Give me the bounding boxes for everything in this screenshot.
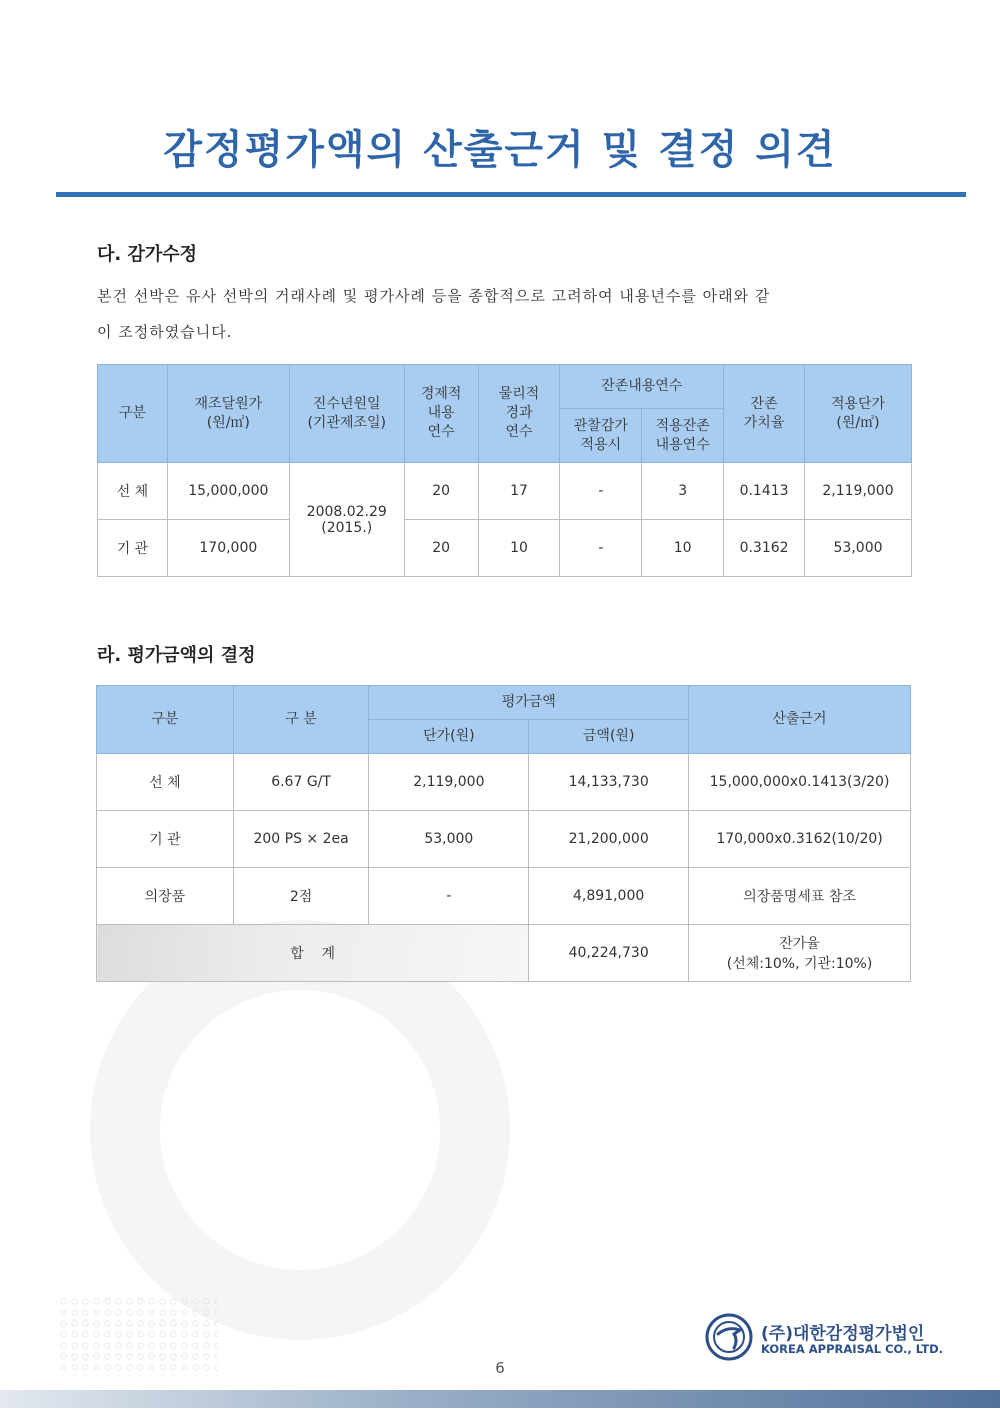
cell-unit-price: 53,000 [805, 520, 912, 577]
cell-economic-life: 20 [404, 520, 478, 577]
cell-residual-rate: 0.1413 [724, 463, 805, 520]
section-paragraph-line-2: 이 조정하였습니다. [97, 323, 233, 341]
section-heading-appraisal: 라. 평가금액의 결정 [97, 645, 256, 666]
cell-basis: 170,000x0.3162(10/20) [689, 811, 911, 868]
section-paragraph-line-1: 본건 선박은 유사 선박의 거래사례 및 평가사례 등을 종합적으로 고려하여 내용년수를 아래와 같 [97, 287, 771, 305]
cell-basis: 의장품명세표 참조 [689, 868, 911, 925]
cell-elapsed-years: 10 [478, 520, 560, 577]
cell-spec: 6.67 G/T [233, 754, 369, 811]
cell-replacement-cost: 170,000 [167, 520, 289, 577]
cell-category: 기 관 [98, 520, 168, 577]
table-row [97, 754, 911, 811]
header-replacement-cost: 재조달원가 (원/㎡) [167, 365, 289, 463]
company-name-english: KOREA APPRAISAL CO., LTD. [761, 1342, 943, 1356]
cell-total-basis: 잔가율 (선체:10%, 기관:10%) [689, 925, 911, 982]
cell-spec: 200 PS × 2ea [233, 811, 369, 868]
cell-observed: - [560, 463, 642, 520]
depreciation-table [97, 364, 912, 577]
cell-amount: 4,891,000 [529, 868, 689, 925]
cell-category: 선 체 [98, 463, 168, 520]
cell-observed: - [560, 520, 642, 577]
page-title: 감정평가액의 산출근거 및 결정 의견 [163, 127, 837, 173]
total-row [97, 925, 911, 982]
appraisal-table [96, 685, 911, 982]
header-remaining-life: 잔존내용연수 [560, 365, 724, 409]
header-category: 구분 [97, 686, 234, 754]
cell-applied-remaining: 10 [642, 520, 724, 577]
header-spec: 구 분 [233, 686, 369, 754]
cell-amount: 21,200,000 [529, 811, 689, 868]
table-row [97, 868, 911, 925]
header-residual-rate: 잔존 가치율 [724, 365, 805, 463]
header-category: 구분 [98, 365, 168, 463]
cell-amount: 14,133,730 [529, 754, 689, 811]
table-row [98, 463, 912, 520]
section-heading-depreciation: 다. 감가수정 [97, 244, 198, 265]
title-divider [56, 192, 966, 197]
cell-elapsed-years: 17 [478, 463, 560, 520]
cell-category: 선 체 [97, 754, 234, 811]
header-elapsed-years: 물리적 경과 연수 [478, 365, 560, 463]
cell-total-label: 합 계 [97, 925, 529, 982]
header-applied-remaining-life: 적용잔존 내용연수 [642, 409, 724, 463]
cell-unit-price: - [369, 868, 529, 925]
page-number: 6 [495, 1359, 505, 1377]
cell-basis: 15,000,000x0.1413(3/20) [689, 754, 911, 811]
cell-unit-price: 2,119,000 [805, 463, 912, 520]
cell-total-amount: 40,224,730 [529, 925, 689, 982]
cell-spec: 2점 [233, 868, 369, 925]
background-watermark [90, 920, 510, 1340]
cell-unit-price: 53,000 [369, 811, 529, 868]
cell-replacement-cost: 15,000,000 [167, 463, 289, 520]
cell-category: 의장품 [97, 868, 234, 925]
decorative-dot-pattern [58, 1296, 218, 1376]
cell-residual-rate: 0.3162 [724, 520, 805, 577]
header-economic-life: 경제적 내용 연수 [404, 365, 478, 463]
company-name-korean: (주)대한감정평가법인 [761, 1324, 925, 1344]
header-observed-depreciation: 관찰감가 적용시 [560, 409, 642, 463]
table-row [98, 520, 912, 577]
header-unit-price: 단가(원) [369, 720, 529, 754]
cell-economic-life: 20 [404, 463, 478, 520]
cell-applied-remaining: 3 [642, 463, 724, 520]
company-logo-icon [704, 1312, 754, 1362]
header-basis: 산출근거 [689, 686, 911, 754]
cell-category: 기 관 [97, 811, 234, 868]
table-row [97, 811, 911, 868]
footer-bar [0, 1390, 1000, 1408]
header-amount: 금액(원) [529, 720, 689, 754]
header-launch-date: 진수년원일 (기관제조일) [289, 365, 404, 463]
cell-unit-price: 2,119,000 [369, 754, 529, 811]
header-appraised-amount: 평가금액 [369, 686, 689, 720]
cell-launch-date: 2008.02.29 (2015.) [289, 463, 404, 577]
header-unit-price: 적용단가 (원/㎡) [805, 365, 912, 463]
